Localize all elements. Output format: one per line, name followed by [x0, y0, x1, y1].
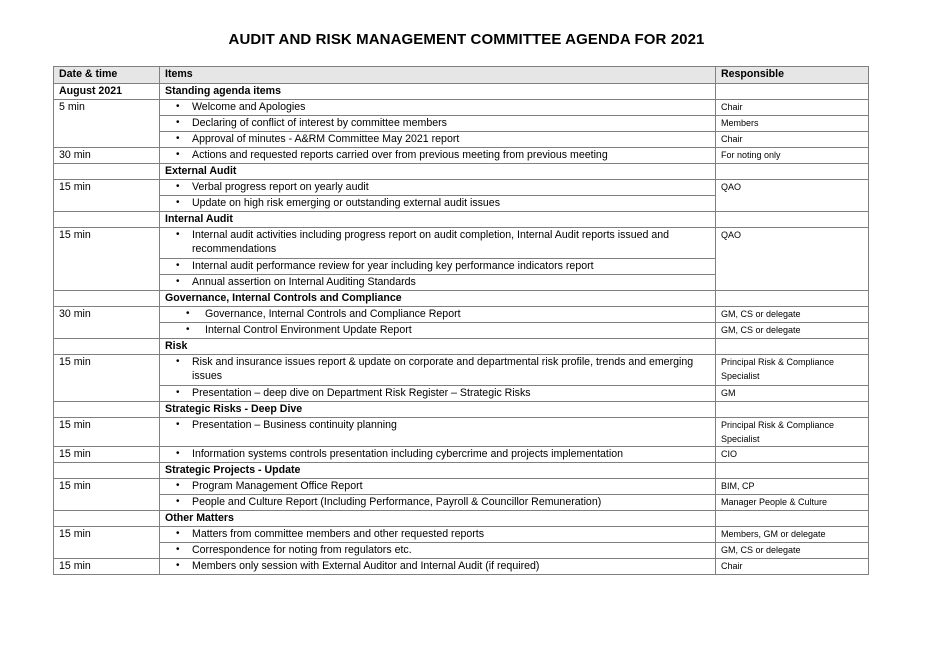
section-row	[54, 164, 869, 180]
responsible-cell: Principal Risk & Compliance Specialist	[716, 355, 869, 386]
table-row	[54, 543, 869, 559]
empty-cell	[54, 339, 160, 355]
agenda-item: • Update on high risk emerging or outstanding external audit issues	[165, 196, 710, 210]
agenda-item: • Verbal progress report on yearly audit	[165, 180, 710, 194]
responsible-cell	[716, 275, 869, 291]
document-title: AUDIT AND RISK MANAGEMENT COMMITTEE AGENDA FOR 2021	[228, 31, 705, 48]
agenda-item: • Correspondence for noting from regulators etc.	[165, 543, 710, 557]
responsible-cell: QAO	[716, 180, 869, 196]
section-row	[54, 402, 869, 418]
agenda-item: • Welcome and Apologies	[165, 100, 710, 114]
section-row	[54, 291, 869, 307]
time-cell: 15 min	[54, 355, 160, 386]
agenda-table	[53, 66, 869, 575]
time-cell	[54, 386, 160, 402]
responsible-cell: QAO	[716, 228, 869, 259]
responsible-cell: Chair	[716, 132, 869, 148]
agenda-item: • Approval of minutes - A&RM Committee May 2021 report	[165, 132, 710, 146]
table-row	[54, 447, 869, 463]
section-title: Internal Audit	[160, 212, 716, 228]
empty-cell	[54, 164, 160, 180]
agenda-item: • Matters from committee members and other requested reports	[165, 527, 710, 541]
section-row	[54, 84, 869, 100]
empty-cell	[716, 339, 869, 355]
table-row	[54, 196, 869, 212]
table-row	[54, 100, 869, 116]
agenda-item: • Information systems controls presentation including cybercrime and projects implementation	[165, 447, 710, 461]
agenda-item: • Presentation – Business continuity planning	[165, 418, 710, 432]
header-responsible: Responsible	[716, 67, 869, 84]
section-title: Governance, Internal Controls and Compliance	[160, 291, 716, 307]
table-row	[54, 132, 869, 148]
empty-cell	[54, 463, 160, 479]
agenda-item: • Internal audit performance review for year including key performance indicators report	[165, 259, 710, 273]
responsible-cell: Chair	[716, 559, 869, 575]
agenda-item: • Declaring of conflict of interest by committee members	[165, 116, 710, 130]
time-cell: 15 min	[54, 228, 160, 259]
section-title: Risk	[160, 339, 716, 355]
empty-cell	[54, 511, 160, 527]
empty-cell	[716, 84, 869, 100]
time-cell: 15 min	[54, 527, 160, 543]
header-items: Items	[160, 67, 716, 84]
empty-cell	[716, 291, 869, 307]
empty-cell	[716, 463, 869, 479]
time-cell: 15 min	[54, 559, 160, 575]
responsible-cell: GM, CS or delegate	[716, 307, 869, 323]
responsible-cell: GM, CS or delegate	[716, 323, 869, 339]
period-cell: August 2021	[54, 84, 160, 100]
responsible-cell: For noting only	[716, 148, 869, 164]
time-cell: 5 min	[54, 100, 160, 116]
table-row	[54, 228, 869, 259]
empty-cell	[716, 511, 869, 527]
responsible-cell: CIO	[716, 447, 869, 463]
time-cell: 30 min	[54, 307, 160, 323]
responsible-cell: Members	[716, 116, 869, 132]
empty-cell	[54, 402, 160, 418]
header-date: Date & time	[54, 67, 160, 84]
time-cell	[54, 495, 160, 511]
time-cell	[54, 259, 160, 275]
empty-cell	[716, 164, 869, 180]
agenda-item: • Program Management Office Report	[165, 479, 710, 493]
responsible-cell: Members, GM or delegate	[716, 527, 869, 543]
agenda-item: • Internal audit activities including progress report on audit completion, Internal Audit reports issued and recommendations	[165, 228, 710, 256]
time-cell	[54, 196, 160, 212]
time-cell	[54, 275, 160, 291]
agenda-item: • People and Culture Report (Including Performance, Payroll & Councillor Remuneration)	[165, 495, 710, 509]
time-cell: 15 min	[54, 180, 160, 196]
table-row	[54, 527, 869, 543]
table-row	[54, 116, 869, 132]
section-title: Standing agenda items	[160, 84, 716, 100]
agenda-item: • Governance, Internal Controls and Compliance Report	[165, 307, 710, 321]
table-row	[54, 180, 869, 196]
agenda-item: • Actions and requested reports carried over from previous meeting from previous meeting	[165, 148, 710, 162]
time-cell: 15 min	[54, 447, 160, 463]
time-cell	[54, 323, 160, 339]
empty-cell	[716, 212, 869, 228]
table-header-row	[54, 67, 869, 84]
table-row	[54, 495, 869, 511]
responsible-cell	[716, 196, 869, 212]
empty-cell	[716, 402, 869, 418]
time-cell	[54, 543, 160, 559]
table-row	[54, 418, 869, 447]
table-row	[54, 307, 869, 323]
responsible-cell: BIM, CP	[716, 479, 869, 495]
empty-cell	[54, 291, 160, 307]
responsible-cell	[716, 259, 869, 275]
time-cell	[54, 116, 160, 132]
section-title: Strategic Projects - Update	[160, 463, 716, 479]
table-row	[54, 323, 869, 339]
section-title: External Audit	[160, 164, 716, 180]
section-title: Other Matters	[160, 511, 716, 527]
section-row	[54, 511, 869, 527]
empty-cell	[54, 212, 160, 228]
table-row	[54, 275, 869, 291]
agenda-item: • Annual assertion on Internal Auditing Standards	[165, 275, 710, 289]
table-row	[54, 355, 869, 386]
table-row	[54, 479, 869, 495]
table-row	[54, 148, 869, 164]
section-row	[54, 339, 869, 355]
table-row	[54, 386, 869, 402]
agenda-item: • Internal Control Environment Update Report	[165, 323, 710, 337]
time-cell: 30 min	[54, 148, 160, 164]
time-cell: 15 min	[54, 479, 160, 495]
table-row	[54, 559, 869, 575]
time-cell	[54, 132, 160, 148]
agenda-item: • Presentation – deep dive on Department Risk Register – Strategic Risks	[165, 386, 710, 400]
time-cell: 15 min	[54, 418, 160, 447]
agenda-item: • Risk and insurance issues report & update on corporate and departmental risk profile, trends and emerging issues	[165, 355, 710, 383]
section-row	[54, 212, 869, 228]
responsible-cell: Principal Risk & Compliance Specialist	[716, 418, 869, 447]
section-row	[54, 463, 869, 479]
responsible-cell: GM, CS or delegate	[716, 543, 869, 559]
agenda-item: • Members only session with External Auditor and Internal Audit (if required)	[165, 559, 710, 573]
section-title: Strategic Risks - Deep Dive	[160, 402, 716, 418]
responsible-cell: Chair	[716, 100, 869, 116]
responsible-cell: GM	[716, 386, 869, 402]
responsible-cell: Manager People & Culture	[716, 495, 869, 511]
table-row	[54, 259, 869, 275]
